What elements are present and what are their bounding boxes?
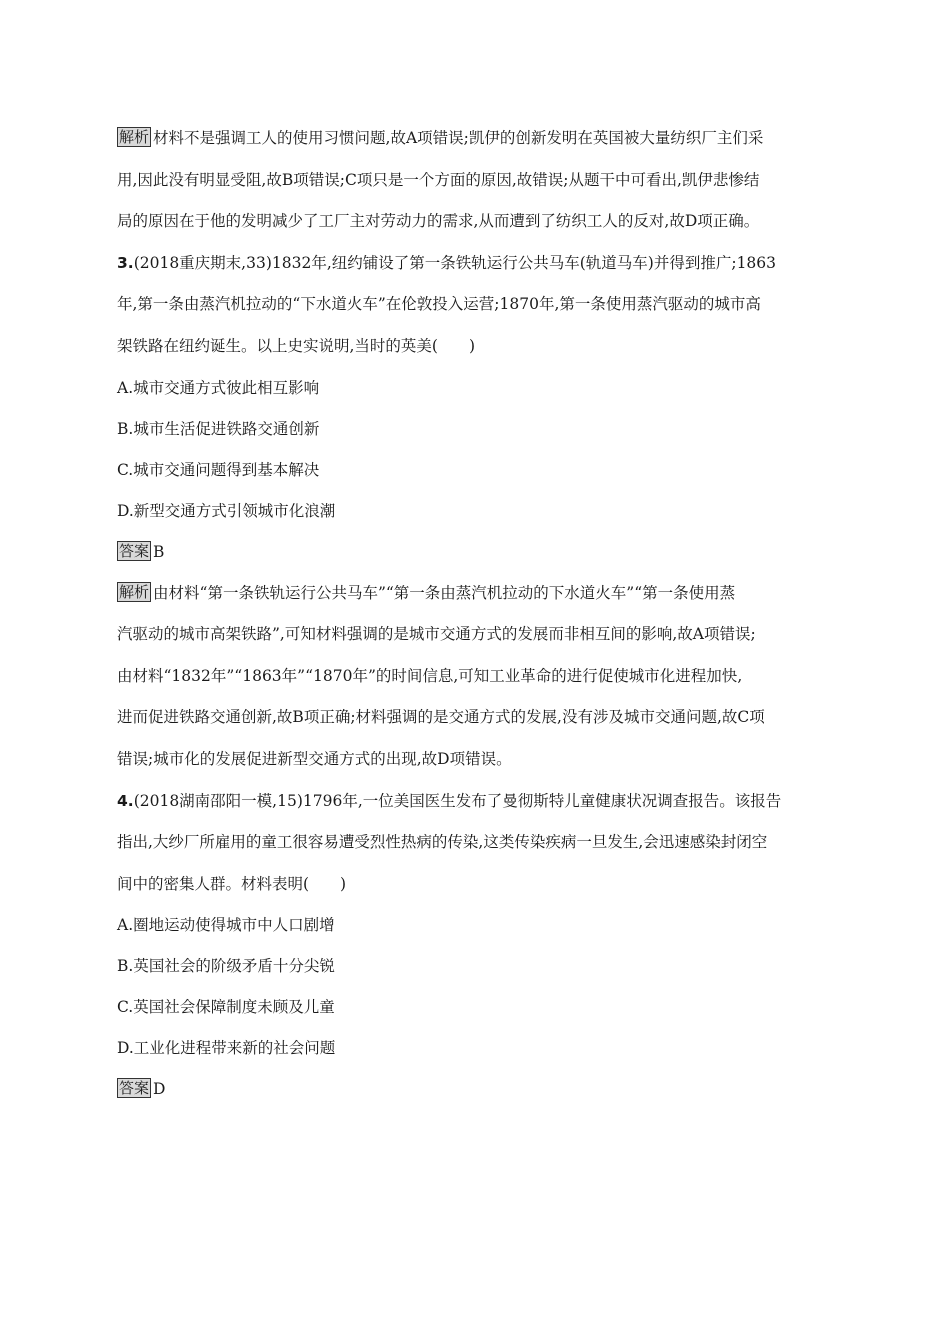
question-stem-line: 4.(2018湖南邵阳一模,15)1796年,一位美国医生发布了曼彻斯特儿童健康状况调查报告。该报告 <box>117 791 782 810</box>
option-b: B.英国社会的阶级矛盾十分尖锐 <box>117 957 335 976</box>
question-stem-line: 架铁路在纽约诞生。以上史实说明,当时的英美( ) <box>117 336 476 355</box>
answer-line <box>117 532 837 573</box>
option-c: C.英国社会保障制度未顾及儿童 <box>117 998 335 1017</box>
question-4 <box>117 781 837 1111</box>
analysis-line: 解析 材料不是强调工人的使用习惯问题,故A项错误;凯伊的创新发明在英国被大量纺织厂主们采 <box>119 128 764 147</box>
analysis-line: 进而促进铁路交通创新,故B项正确;材料强调的是交通方式的发展,没有涉及城市交通问题,故C项 <box>117 708 765 727</box>
answer-value: D <box>153 1080 166 1099</box>
q2-analysis <box>117 118 837 243</box>
answer-tag: 答案 <box>119 1079 150 1098</box>
option-c: C.城市交通问题得到基本解决 <box>117 460 320 479</box>
answer-tag: 答案 <box>119 541 150 560</box>
analysis-tag: 解析 <box>119 128 150 146</box>
question-number: 4. <box>117 791 134 810</box>
option-b: B.城市生活促进铁路交通创新 <box>117 419 320 438</box>
answer-line <box>117 1069 837 1110</box>
answer-value: B <box>153 542 165 561</box>
analysis-line: 局的原因在于他的发明减少了工厂主对劳动力的需求,从而遭到了纺织工人的反对,故D项正确。 <box>117 212 760 231</box>
question-number: 3. <box>117 253 134 272</box>
analysis-line: 用,因此没有明显受阻,故B项错误;C项只是一个方面的原因,故错误;从题干中可看出,凯伊悲惨结 <box>117 170 760 189</box>
option-a: A.圈地运动使得城市中人口剧增 <box>117 916 335 935</box>
analysis-line: 汽驱动的城市高架铁路”,可知材料强调的是城市交通方式的发展而非相互间的影响,故A项错误; <box>117 625 756 644</box>
question-stem-line: 年,第一条由蒸汽机拉动的“下水道火车”在伦敦投入运营;1870年,第一条使用蒸汽驱动的城市高 <box>117 295 761 314</box>
question-stem-line: 间中的密集人群。材料表明( ) <box>117 874 347 893</box>
option-a: A.城市交通方式彼此相互影响 <box>117 378 320 397</box>
question-stem-line: 指出,大纱厂所雇用的童工很容易遭受烈性热病的传染,这类传染疾病一旦发生,会迅速感染封闭空 <box>117 833 768 852</box>
question-stem-line: 3.(2018重庆期末,33)1832年,纽约铺设了第一条铁轨运行公共马车(轨道马车)并得到推广;1863 <box>117 253 777 272</box>
analysis-line: 由材料“1832年”“1863年”“1870年”的时间信息,可知工业革命的进行促使城市化进程加快, <box>117 666 743 685</box>
analysis-line: 解析 由材料“第一条铁轨运行公共马车”“第一条由蒸汽机拉动的下水道火车”“第一条使用蒸 <box>119 582 736 602</box>
document-page <box>117 118 837 1110</box>
option-d: D.新型交通方式引领城市化浪潮 <box>117 501 336 520</box>
option-d: D.工业化进程带来新的社会问题 <box>117 1039 336 1058</box>
question-3 <box>117 243 837 781</box>
analysis-tag: 解析 <box>119 582 150 601</box>
analysis-line: 错误;城市化的发展促进新型交通方式的出现,故D项错误。 <box>117 749 512 768</box>
